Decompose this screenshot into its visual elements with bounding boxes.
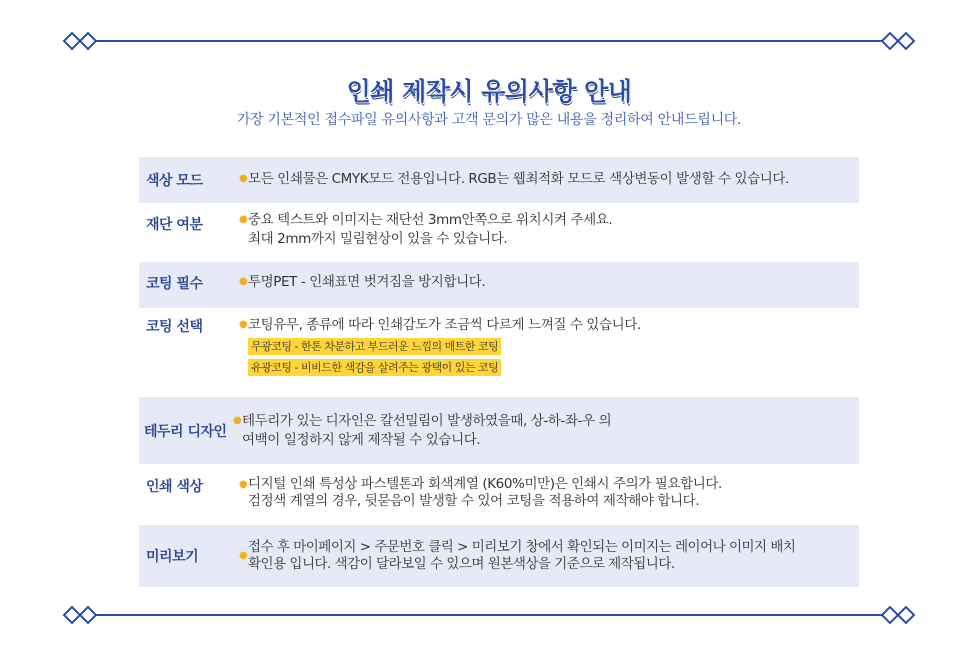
row-bleed — [139, 203, 859, 262]
notice-table — [139, 157, 859, 587]
matte-coating-tag: 무광코팅 - 한톤 차분하고 부드러운 느낌의 매트한 코팅 — [248, 338, 501, 355]
bullet-icon: ● — [239, 214, 248, 225]
bullet-icon: ● — [239, 550, 248, 561]
row-body — [239, 316, 859, 377]
row-text: 최대 2mm까지 밀림현상이 있을 수 있습니다. — [248, 231, 508, 247]
row-border-design — [139, 397, 859, 464]
page-title: 인쇄 제작시 유의사항 안내 — [346, 77, 632, 106]
row-text: 모든 인쇄물은 CMYK모드 전용입니다. RGB는 웹최적화 모드로 색상변동이 발생할 수 있습니다. — [248, 171, 789, 187]
gloss-coating-tag: 유광코팅 - 비비드한 색감을 살려주는 광택이 있는 코팅 — [248, 359, 501, 376]
bullet-icon: ● — [239, 276, 248, 287]
row-body — [239, 476, 859, 510]
row-text: 중요 텍스트와 이미지는 재단선 3mm안쪽으로 위치시켜 주세요. — [248, 212, 613, 228]
row-preview — [139, 525, 859, 587]
row-text: 검정색 계열의 경우, 뒷묻음이 발생할 수 있어 코팅을 적용하여 제작해야 합니다. — [248, 493, 700, 509]
row-body — [233, 412, 859, 450]
row-label: 재단 여분 — [146, 217, 203, 233]
row-print-color — [139, 464, 859, 525]
row-coating-required — [139, 262, 859, 308]
row-label: 테두리 디자인 — [144, 423, 227, 440]
row-label: 인쇄 색상 — [146, 479, 203, 495]
bullet-icon: ● — [233, 414, 242, 426]
row-text: 디지털 인쇄 특성상 파스텔톤과 회색계열 (K60%미만)은 인쇄시 주의가 필요합니다. — [248, 476, 722, 492]
row-coating-optional — [139, 308, 859, 397]
top-divider — [62, 31, 916, 51]
row-text: 확인용 입니다. 색감이 달라보일 수 있으며 원본색상을 기준으로 제작됩니다. — [248, 556, 675, 572]
row-text: 테두리가 있는 디자인은 칼선밀림이 발생하였을때, 상-하-좌-우 의 — [242, 412, 612, 429]
bottom-divider — [62, 605, 916, 625]
bullet-icon: ● — [239, 479, 248, 490]
bullet-icon: ● — [239, 319, 248, 330]
row-label: 코팅 필수 — [146, 276, 203, 292]
row-label: 코팅 선택 — [146, 319, 203, 335]
page-subtitle: 가장 기본적인 접수파일 유의사항과 고객 문의가 많은 내용을 정리하여 안내드립니다. — [236, 112, 742, 128]
row-color-mode — [139, 157, 859, 203]
row-body — [239, 211, 859, 249]
row-body — [239, 539, 859, 573]
row-text: 접수 후 마이페이지 > 주문번호 클릭 > 미리보기 창에서 확인되는 이미지는 레이어나 이미지 배치 — [248, 539, 796, 555]
row-text: 코팅유무, 종류에 따라 인쇄감도가 조금씩 다르게 느껴질 수 있습니다. — [248, 317, 641, 333]
row-label: 색상 모드 — [146, 173, 203, 189]
row-body — [239, 170, 859, 189]
row-label: 미리보기 — [146, 549, 199, 565]
row-text: 투명PET - 인쇄표면 벗겨짐을 방지합니다. — [248, 274, 486, 290]
row-body — [239, 273, 859, 292]
bullet-icon: ● — [239, 173, 248, 184]
row-text: 여백이 일정하지 않게 제작될 수 있습니다. — [242, 431, 481, 448]
